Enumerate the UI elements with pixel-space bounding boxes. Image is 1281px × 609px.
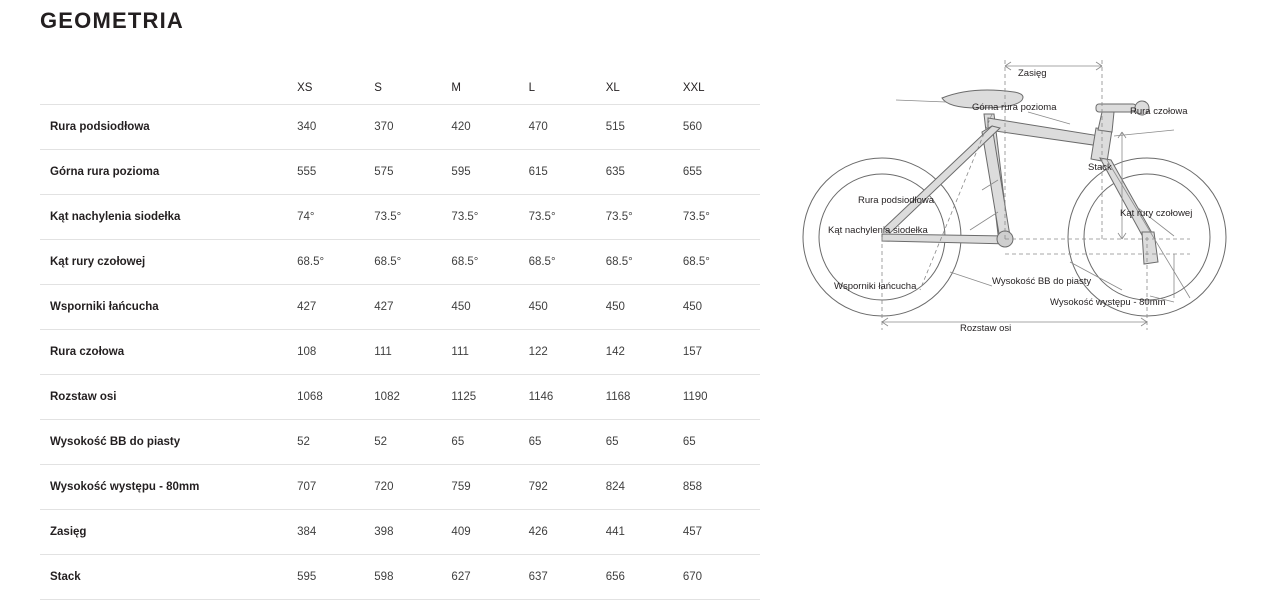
table-row [40, 285, 760, 330]
column-header-xxl: XXL [682, 82, 705, 94]
cell-value: 73.5° [605, 211, 633, 223]
cell-value: 598 [374, 571, 394, 583]
column-header-xs: XS [297, 82, 313, 94]
cell-value: 858 [682, 481, 703, 493]
row-label: Górna rura pozioma [50, 166, 160, 178]
table-body [40, 105, 760, 600]
cell-value: 595 [297, 571, 317, 583]
cell-value: 111 [451, 346, 469, 358]
column-header-m: M [451, 82, 462, 94]
cell-value: 68.5° [374, 256, 402, 268]
cell-value: 656 [605, 571, 625, 583]
table-head [40, 72, 760, 105]
cell-value: 370 [374, 121, 394, 133]
cell-value: 670 [682, 571, 703, 583]
cell-value: 398 [374, 526, 394, 538]
front-dropout [1142, 232, 1158, 264]
cell-value: 384 [297, 526, 317, 538]
row-label: Zasięg [50, 526, 87, 538]
cell-value: 427 [374, 301, 394, 313]
table-header-row [40, 72, 760, 105]
label-reach: Zasięg [1018, 68, 1047, 79]
row-label: Kąt nachylenia siodełka [50, 211, 181, 223]
label-seat-tube: Rura podsiodłowa [858, 195, 935, 206]
cell-value: 73.5° [451, 211, 479, 223]
cell-value: 450 [605, 301, 625, 313]
row-label: Rura podsiodłowa [50, 121, 150, 133]
cell-value: 720 [374, 481, 394, 493]
cell-value: 1190 [682, 391, 708, 403]
cell-value: 108 [297, 346, 317, 358]
label-head-angle: Kąt rury czołowej [1120, 208, 1193, 219]
cell-value: 470 [528, 121, 548, 133]
cell-value: 824 [605, 481, 625, 493]
column-header-label [40, 72, 297, 105]
row-label: Wysokość występu - 80mm [50, 481, 200, 493]
column-header-l: L [528, 82, 535, 94]
cell-value: 68.5° [528, 256, 556, 268]
cell-value: 450 [528, 301, 548, 313]
row-label: Rozstaw osi [50, 391, 117, 403]
cell-value: 1168 [605, 391, 631, 403]
cell-value: 615 [528, 166, 548, 178]
cell-value: 68.5° [682, 256, 710, 268]
table-row [40, 105, 760, 150]
label-stack: Stack [1088, 162, 1112, 173]
cell-value: 627 [451, 571, 471, 583]
cell-value: 74° [297, 211, 315, 223]
column-header-s: S [374, 82, 382, 94]
cell-value: 635 [605, 166, 625, 178]
cell-value: 759 [451, 481, 471, 493]
cell-value: 73.5° [374, 211, 402, 223]
cell-value: 1125 [451, 391, 477, 403]
cell-value: 122 [528, 346, 548, 358]
cell-value: 111 [374, 346, 392, 358]
bicycle-geometry-diagram [770, 40, 1270, 370]
cell-value: 68.5° [451, 256, 479, 268]
cell-value: 655 [682, 166, 703, 178]
table-row [40, 330, 760, 375]
cell-value: 65 [682, 436, 696, 448]
cell-value: 142 [605, 346, 625, 358]
cell-value: 450 [682, 301, 703, 313]
cell-value: 68.5° [605, 256, 633, 268]
row-label: Rura czołowa [50, 346, 125, 358]
cell-value: 560 [682, 121, 703, 133]
cell-value: 707 [297, 481, 317, 493]
cell-value: 52 [297, 436, 310, 448]
cell-value: 52 [374, 436, 388, 448]
table-row [40, 240, 760, 285]
row-label: Wysokość BB do piasty [50, 436, 181, 448]
geometry-table [40, 72, 760, 600]
cell-value: 555 [297, 166, 317, 178]
label-seat-angle: Kąt nachylenia siodełka [828, 225, 928, 236]
geometry-table-wrapper [40, 72, 760, 600]
cell-value: 595 [451, 166, 471, 178]
cell-value: 515 [605, 121, 625, 133]
page-title: GEOMETRIA [40, 8, 185, 33]
cell-value: 441 [605, 526, 625, 538]
row-label: Stack [50, 571, 81, 583]
cell-value: 68.5° [297, 256, 325, 268]
table-row [40, 375, 760, 420]
cell-value: 409 [451, 526, 471, 538]
table-row [40, 510, 760, 555]
cell-value: 637 [528, 571, 548, 583]
label-bb-drop: Wysokość BB do piasty [992, 276, 1092, 287]
cell-value: 450 [451, 301, 471, 313]
row-label: Kąt rury czołowej [50, 256, 146, 268]
cell-value: 575 [374, 166, 394, 178]
cell-value: 73.5° [528, 211, 556, 223]
cell-value: 65 [528, 436, 542, 448]
cell-value: 426 [528, 526, 548, 538]
row-label: Wsporniki łańcucha [50, 301, 159, 313]
cell-value: 157 [682, 346, 703, 358]
cell-value: 73.5° [682, 211, 710, 223]
table-row [40, 150, 760, 195]
cell-value: 65 [451, 436, 465, 448]
cell-value: 1068 [297, 391, 323, 403]
cell-value: 457 [682, 526, 703, 538]
column-header-xl: XL [605, 82, 620, 94]
cell-value: 340 [297, 121, 317, 133]
label-chainstay: Wsporniki łańcucha [834, 281, 917, 292]
cell-value: 792 [528, 481, 548, 493]
cell-value: 420 [451, 121, 471, 133]
cell-value: 427 [297, 301, 317, 313]
label-wheelbase: Rozstaw osi [960, 323, 1012, 334]
label-top-tube: Górna rura pozioma [972, 102, 1057, 113]
diagram-labels [828, 68, 1192, 334]
table-row [40, 555, 760, 600]
table-row [40, 465, 760, 510]
cell-value: 1082 [374, 391, 400, 403]
label-head-tube: Rura czołowa [1130, 106, 1188, 117]
table-row [40, 195, 760, 240]
label-standover: Wysokość występu - 80mm [1050, 297, 1166, 308]
cell-value: 65 [605, 436, 619, 448]
table-row [40, 420, 760, 465]
cell-value: 1146 [528, 391, 554, 403]
